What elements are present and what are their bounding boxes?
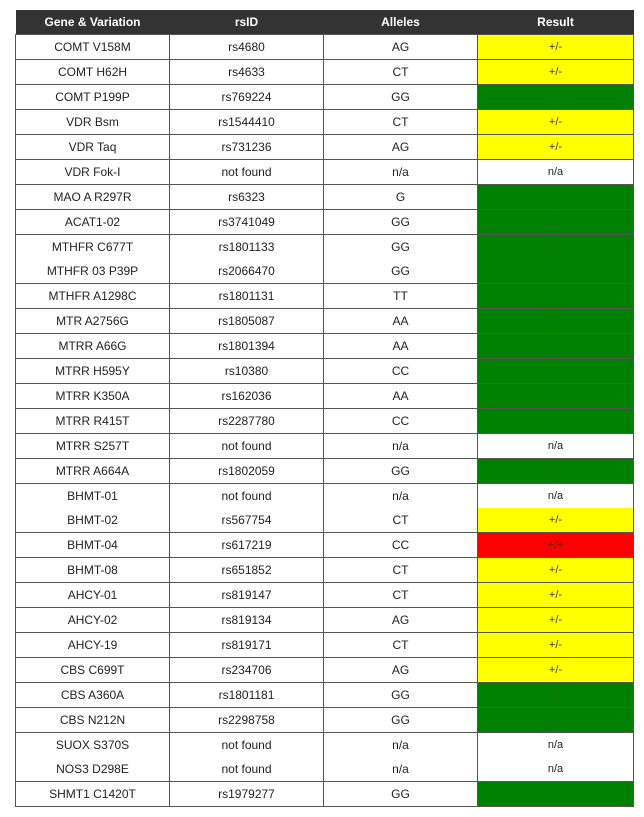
table-row [16, 409, 634, 434]
alleles-cell: CT [324, 583, 478, 608]
alleles-cell: GG [324, 85, 478, 110]
alleles-cell: AA [324, 309, 478, 334]
table-row [16, 235, 634, 260]
table-row [16, 508, 634, 533]
result-cell: -/- [478, 683, 634, 708]
result-cell: n/a [478, 484, 634, 509]
alleles-cell: AA [324, 384, 478, 409]
alleles-cell: n/a [324, 733, 478, 758]
header-result: Result [478, 10, 634, 35]
alleles-cell: CT [324, 60, 478, 85]
table-row [16, 434, 634, 459]
table-row [16, 110, 634, 135]
table-row [16, 309, 634, 334]
table-row [16, 484, 634, 509]
rsid-cell: rs2298758 [170, 708, 324, 733]
gene-cell: BHMT-04 [16, 533, 170, 558]
alleles-cell: GG [324, 782, 478, 807]
result-cell: -/- [478, 85, 634, 110]
gene-cell: MTR A2756G [16, 309, 170, 334]
gene-cell: MTHFR C677T [16, 235, 170, 260]
header-alleles: Alleles [324, 10, 478, 35]
rsid-cell: not found [170, 757, 324, 782]
alleles-cell: n/a [324, 434, 478, 459]
table-row [16, 334, 634, 359]
alleles-cell: TT [324, 284, 478, 309]
alleles-cell: CT [324, 558, 478, 583]
result-cell: +/- [478, 508, 634, 533]
result-cell: -/- [478, 459, 634, 484]
table-row [16, 608, 634, 633]
table-row [16, 35, 634, 60]
rsid-cell: rs617219 [170, 533, 324, 558]
rsid-cell: rs234706 [170, 658, 324, 683]
gene-cell: COMT V158M [16, 35, 170, 60]
rsid-cell: rs162036 [170, 384, 324, 409]
gene-cell: MTHFR A1298C [16, 284, 170, 309]
result-cell: +/- [478, 583, 634, 608]
table-row [16, 533, 634, 558]
gene-cell: MTRR H595Y [16, 359, 170, 384]
table-row [16, 284, 634, 309]
rsid-cell: rs819134 [170, 608, 324, 633]
result-cell: -/- [478, 384, 634, 409]
table-row [16, 135, 634, 160]
result-cell: +/+ [478, 533, 634, 558]
result-cell: +/- [478, 110, 634, 135]
rsid-cell: rs1801133 [170, 235, 324, 260]
table-body [16, 35, 634, 807]
gene-cell: AHCY-19 [16, 633, 170, 658]
result-cell: +/- [478, 558, 634, 583]
gene-cell: MTRR A664A [16, 459, 170, 484]
gene-cell: MTHFR 03 P39P [16, 259, 170, 284]
rsid-cell: rs2287780 [170, 409, 324, 434]
table-row [16, 658, 634, 683]
alleles-cell: CT [324, 110, 478, 135]
alleles-cell: GG [324, 683, 478, 708]
gene-cell: ACAT1-02 [16, 210, 170, 235]
rsid-cell: rs731236 [170, 135, 324, 160]
rsid-cell: rs6323 [170, 185, 324, 210]
gene-cell: MAO A R297R [16, 185, 170, 210]
table-row [16, 757, 634, 782]
alleles-cell: AG [324, 135, 478, 160]
gene-cell: MTRR S257T [16, 434, 170, 459]
result-cell: +/- [478, 60, 634, 85]
gene-cell: CBS N212N [16, 708, 170, 733]
alleles-cell: GG [324, 259, 478, 284]
result-cell: -/- [478, 409, 634, 434]
result-cell: -/- [478, 210, 634, 235]
alleles-cell: n/a [324, 757, 478, 782]
alleles-cell: AG [324, 35, 478, 60]
rsid-cell: not found [170, 434, 324, 459]
gene-cell: NOS3 D298E [16, 757, 170, 782]
gene-cell: SHMT1 C1420T [16, 782, 170, 807]
gene-cell: MTRR R415T [16, 409, 170, 434]
alleles-cell: G [324, 185, 478, 210]
table-row [16, 259, 634, 284]
table-header [16, 10, 634, 35]
gene-cell: COMT P199P [16, 85, 170, 110]
header-row [16, 10, 634, 35]
rsid-cell: not found [170, 484, 324, 509]
rsid-cell: rs3741049 [170, 210, 324, 235]
gene-cell: VDR Fok-I [16, 160, 170, 185]
table-row [16, 359, 634, 384]
header-gene-variation: Gene & Variation [16, 10, 170, 35]
alleles-cell: GG [324, 210, 478, 235]
rsid-cell: rs769224 [170, 85, 324, 110]
rsid-cell: rs4633 [170, 60, 324, 85]
gene-cell: VDR Bsm [16, 110, 170, 135]
alleles-cell: AA [324, 334, 478, 359]
rsid-cell: rs1544410 [170, 110, 324, 135]
result-cell: -/- [478, 782, 634, 807]
table-row [16, 185, 634, 210]
table-row [16, 384, 634, 409]
gene-cell: AHCY-01 [16, 583, 170, 608]
gene-cell: BHMT-01 [16, 484, 170, 509]
table-row [16, 782, 634, 807]
table-row [16, 60, 634, 85]
table-row [16, 160, 634, 185]
result-cell: n/a [478, 733, 634, 758]
rsid-cell: not found [170, 160, 324, 185]
result-cell: n/a [478, 160, 634, 185]
table-row [16, 85, 634, 110]
gene-cell: CBS C699T [16, 658, 170, 683]
result-cell: +/- [478, 135, 634, 160]
result-cell: +/- [478, 658, 634, 683]
gene-cell: MTRR K350A [16, 384, 170, 409]
gene-cell: BHMT-08 [16, 558, 170, 583]
alleles-cell: CT [324, 508, 478, 533]
results-table-container [15, 10, 633, 807]
rsid-cell: rs1805087 [170, 309, 324, 334]
alleles-cell: AG [324, 608, 478, 633]
table-row [16, 558, 634, 583]
table-row [16, 210, 634, 235]
result-cell: n/a [478, 757, 634, 782]
rsid-cell: rs567754 [170, 508, 324, 533]
table-row [16, 708, 634, 733]
table-row [16, 733, 634, 758]
rsid-cell: rs10380 [170, 359, 324, 384]
result-cell: -/- [478, 359, 634, 384]
rsid-cell: rs2066470 [170, 259, 324, 284]
alleles-cell: CC [324, 359, 478, 384]
rsid-cell: rs1979277 [170, 782, 324, 807]
table-row [16, 683, 634, 708]
rsid-cell: rs1801394 [170, 334, 324, 359]
header-rsid: rsID [170, 10, 324, 35]
alleles-cell: GG [324, 459, 478, 484]
table-row [16, 583, 634, 608]
rsid-cell: rs819171 [170, 633, 324, 658]
gene-cell: COMT H62H [16, 60, 170, 85]
table-row [16, 459, 634, 484]
gene-cell: SUOX S370S [16, 733, 170, 758]
result-cell: -/- [478, 708, 634, 733]
rsid-cell: rs819147 [170, 583, 324, 608]
alleles-cell: CC [324, 409, 478, 434]
result-cell: +/- [478, 633, 634, 658]
alleles-cell: n/a [324, 484, 478, 509]
alleles-cell: CC [324, 533, 478, 558]
alleles-cell: GG [324, 235, 478, 260]
rsid-cell: rs4680 [170, 35, 324, 60]
alleles-cell: GG [324, 708, 478, 733]
result-cell: -/- [478, 235, 634, 260]
result-cell: -/- [478, 284, 634, 309]
alleles-cell: AG [324, 658, 478, 683]
gene-cell: CBS A360A [16, 683, 170, 708]
rsid-cell: rs651852 [170, 558, 324, 583]
alleles-cell: CT [324, 633, 478, 658]
table-row [16, 633, 634, 658]
rsid-cell: rs1801131 [170, 284, 324, 309]
gene-cell: BHMT-02 [16, 508, 170, 533]
alleles-cell: n/a [324, 160, 478, 185]
genetic-results-table [15, 10, 634, 807]
gene-cell: VDR Taq [16, 135, 170, 160]
result-cell: +/- [478, 608, 634, 633]
gene-cell: AHCY-02 [16, 608, 170, 633]
result-cell: n/a [478, 434, 634, 459]
result-cell: -/- [478, 259, 634, 284]
result-cell: -/- [478, 309, 634, 334]
result-cell: -/- [478, 334, 634, 359]
rsid-cell: not found [170, 733, 324, 758]
result-cell: +/- [478, 35, 634, 60]
rsid-cell: rs1802059 [170, 459, 324, 484]
result-cell: - [478, 185, 634, 210]
gene-cell: MTRR A66G [16, 334, 170, 359]
rsid-cell: rs1801181 [170, 683, 324, 708]
